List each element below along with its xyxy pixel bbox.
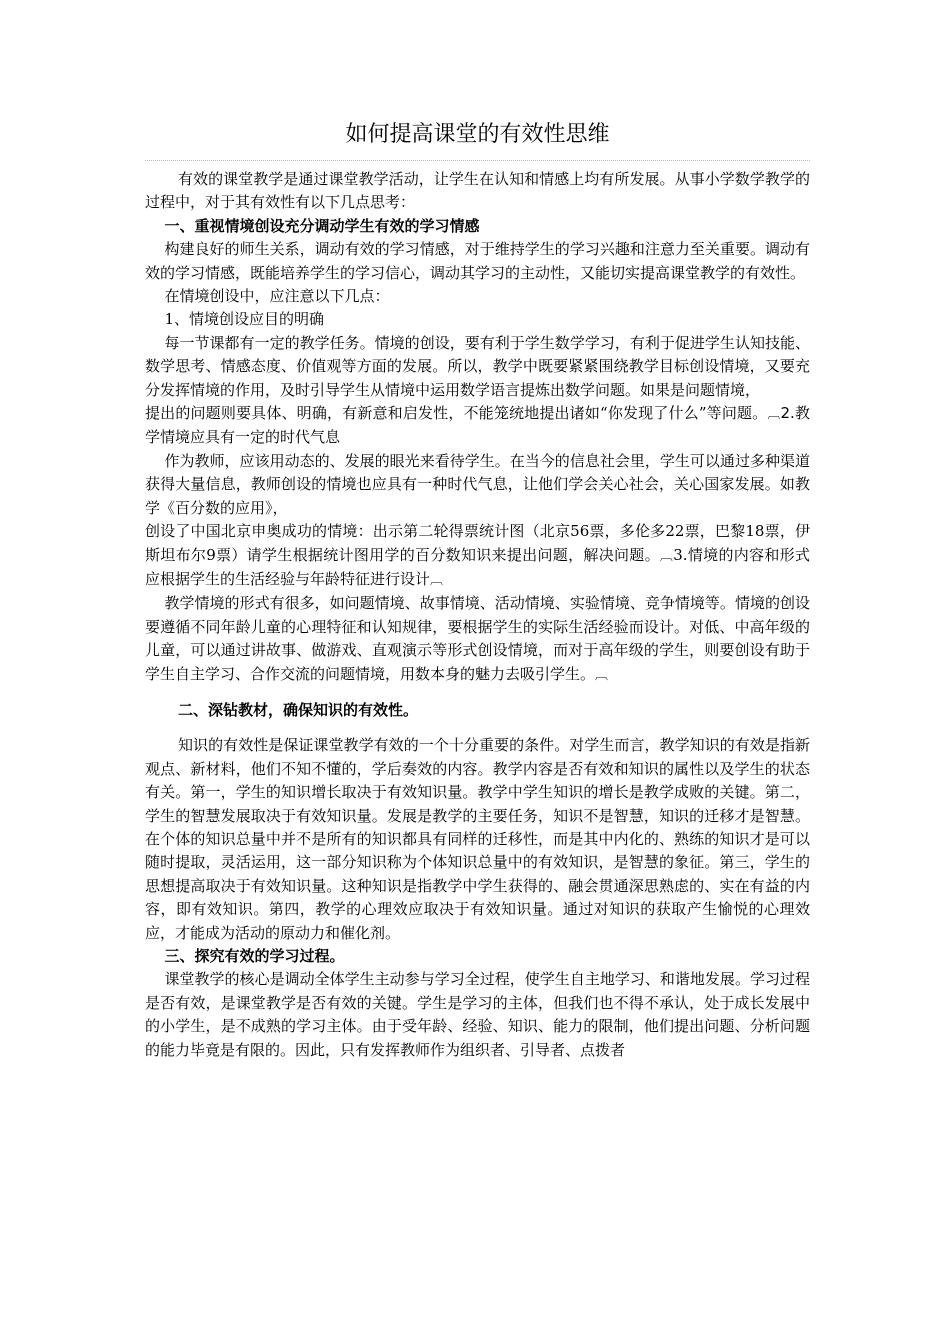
section-1-paragraph-4-text: 提出的问题则要具体、明确，有新意和启发性，不能笼统地提出诸如“你发现了什么”等问题。 [145,404,768,423]
comment-mark-icon: ︹ [430,572,444,588]
intro-paragraph: 有效的课堂教学是通过课堂教学活动，让学生在认知和情感上均有所发展。从事小学数学教学的过程中，对于其有效性有以下几点思考： [145,170,810,212]
section-2-heading: 二、深钻教材，确保知识的有效性。 [178,700,419,719]
comment-mark-icon: ︹ [595,667,609,683]
section-1-paragraph-1: 构建良好的师生关系，调动有效的学习情感，对于维持学生的学习兴趣和注意力至关重要。调动有效的学习情感，既能培养学生的学习信心，调动其学习的主动性，又能切实提高课堂教学的有效性。 [145,240,810,282]
document-title: 如何提高课堂的有效性思维 [345,122,610,147]
section-1-subheading-3: 3.情境的内容和形式应根据学生的生活经验与年龄特征进行设计 [145,545,810,588]
spacer [145,722,810,734]
comment-mark-icon: ︹ [767,407,781,423]
section-1-paragraph-7 [145,592,810,687]
document-body [145,168,810,1062]
spacer [145,687,810,699]
section-1-paragraph-2: 在情境创设中，应注意以下几点： [164,287,390,306]
section-1-subheading-1: 1、情境创设应目的明确 [164,310,325,329]
comment-mark-icon: ︹ [659,548,674,564]
section-1-paragraph-3: 每一节课都有一定的教学任务。情境的创设，要有利于学生数学学习，有利于促进学生认知技能、数学思考、情感态度、价值观等方面的发展。所以，教学中既要紧紧围绕教学目标创设情境，又要充分发挥情境的作用，及时引导学生从情境中运用数学语言提炼出数学问题。如果是问题情境， [145,333,810,399]
section-3-heading: 三、探究有效的学习过程。 [164,947,345,965]
title-divider [145,160,810,161]
section-1-paragraph-7-text: 教学情境的形式有很多，如问题情境、故事情境、活动情境、实验情境、竞争情境等。情境的创设要遵循不同年龄儿童的心理特征和认知规律，要根据学生的实际生活经验而设计。对低、中高年级的儿童，可以通过讲故事、做游戏、直观演示等形式创设情境，而对于高年级的学生，则要创设有助于学生自主学习、合作交流的问题情境，用数本身的魅力去吸引学生。 [145,594,810,683]
section-1-paragraph-6-text: 创设了中国北京申奥成功的情境：出示第二轮得票统计图（北京56票，多伦多22票，巴黎18票，伊斯坦布尔9票）请学生根据统计图用学的百分数知识来提出问题，解决问题。 [145,522,810,564]
section-2-paragraph-1: 知识的有效性是保证课堂教学有效的一个十分重要的条件。对学生而言，教学知识的有效是指新观点、新材料，他们不知不懂的，学后奏效的内容。教学内容是否有效和知识的属性以及学生的状态有关。第一，学生的知识增长取决于有效知识量。教学中学生知识的增长是教学成败的关键。第二，学生的智慧发展取决于有效知识量。发展是教学的主要任务，知识不是智慧，知识的迁移才是智慧。在个体的知识总量中并不是所有的知识都具有同样的迁移性，而是其中内化的、熟练的知识才是可以随时提取，灵活运用，这一部分知识称为个体知识总量中的有效知识，是智慧的象征。第三，学生的思想提高取决于有效知识量。这种知识是指教学中学生获得的、融会贯通深思熟虑的、实在有益的内容，即有效知识。第四，教学的心理效应取决于有效知识量。通过对知识的获取产生愉悦的心理效应，才能成为活动的原动力和催化剂。 [145,736,810,942]
section-1-paragraph-6 [145,520,810,592]
section-3-paragraph-1: 课堂教学的核心是调动全体学生主动参与学习全过程，使学生自主地学习、和谐地发展。学习过程是否有效，是课堂教学是否有效的关键。学生是学习的主体，但我们也不得不承认，处于成长发展中的小学生，是不成熟的学习主体。由于受年龄、经验、知识、能力的限制，他们提出问题、分析问题的能力毕竟是有限的。因此，只有发挥教师作为组织者、引导者、点拨者 [145,970,810,1059]
section-1-paragraph-5: 作为教师，应该用动态的、发展的眼光来看待学生。在当今的信息社会里，学生可以通过多种渠道获得大量信息，教师创设的情境也应具有一种时代气息，让他们学会关心社会，关心国家发展。如教学《百分数的应用》， [145,451,810,517]
section-1-paragraph-4 [145,402,810,450]
section-1-subheading-2: 2.教学情境应具有一定的时代气息 [145,404,810,447]
section-1-heading: 一、重视情境创设充分调动学生有效的学习情感 [164,216,480,235]
